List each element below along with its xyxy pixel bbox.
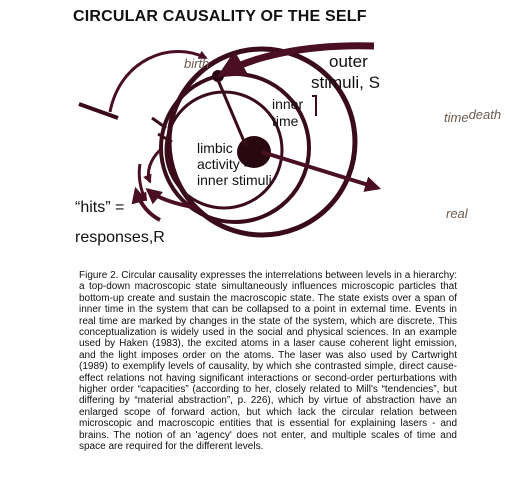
limbic-line1: limbic	[197, 140, 233, 156]
hits-line1: “hits” =	[75, 199, 125, 216]
limbic-line3: inner stimuli	[197, 172, 272, 188]
figure-caption: Figure 2. Circular causality expresses the interrelations between levels in a hierarchy: a top-down macroscopic state simultaneously influences microscopic particles that bottom-up create and sustain the macroscopic state. The state exists over a span of inner time in the system that can be collapsed to a point in external time. Events in real time are marked by changes in the state of the system, which are discrete. This conceptualization is widely used in the social and physical sciences. In an example used by Haken (1983), the excited atoms in a laser cause coherent light emission, and the light imposes order on the atoms. The laser was also used by Cartwright (1989) to exemplify levels of causality, by which she contrasted simple, direct cause-effect relations not having significant interactions or second-order perturbations with higher order “capacities” (according to her, closely related to Mill's “tendencies”, but differing by “material abstraction”, p. 226), which by virtue of abstraction have an enlarged scope of forward action, but which lack the circular relation between microscopic and macroscopic entities that is essential for explaining lasers - and brains. The notion of an 'agency' does not enter, and multiple scales of time and space are required for the different levels.	[79, 270, 457, 453]
birth-label: birth	[184, 56, 210, 71]
diagram-title: CIRCULAR CAUSALITY OF THE SELF	[73, 8, 367, 25]
death-label: death	[468, 107, 502, 122]
hits-responses-label	[75, 193, 165, 253]
hits-line2: responses,R	[75, 229, 165, 246]
limbic-label	[197, 140, 272, 188]
real-label: real	[446, 206, 468, 221]
outer-stimuli-line2: stimuli, S	[311, 73, 380, 92]
limbic-line2: activity =	[197, 156, 252, 172]
inner-time-line2: time	[272, 113, 299, 129]
node-to-core-line	[218, 80, 246, 146]
outer-stimuli-line1: outer	[329, 52, 368, 71]
inner-time-line1: inner	[272, 96, 304, 112]
inner-time-label	[272, 96, 303, 130]
outer-stimuli-label	[311, 51, 380, 93]
time-death-label	[444, 107, 502, 125]
inner-time-marker	[312, 96, 316, 116]
time-label: time	[444, 110, 469, 125]
hits-arrow-4	[148, 150, 160, 182]
